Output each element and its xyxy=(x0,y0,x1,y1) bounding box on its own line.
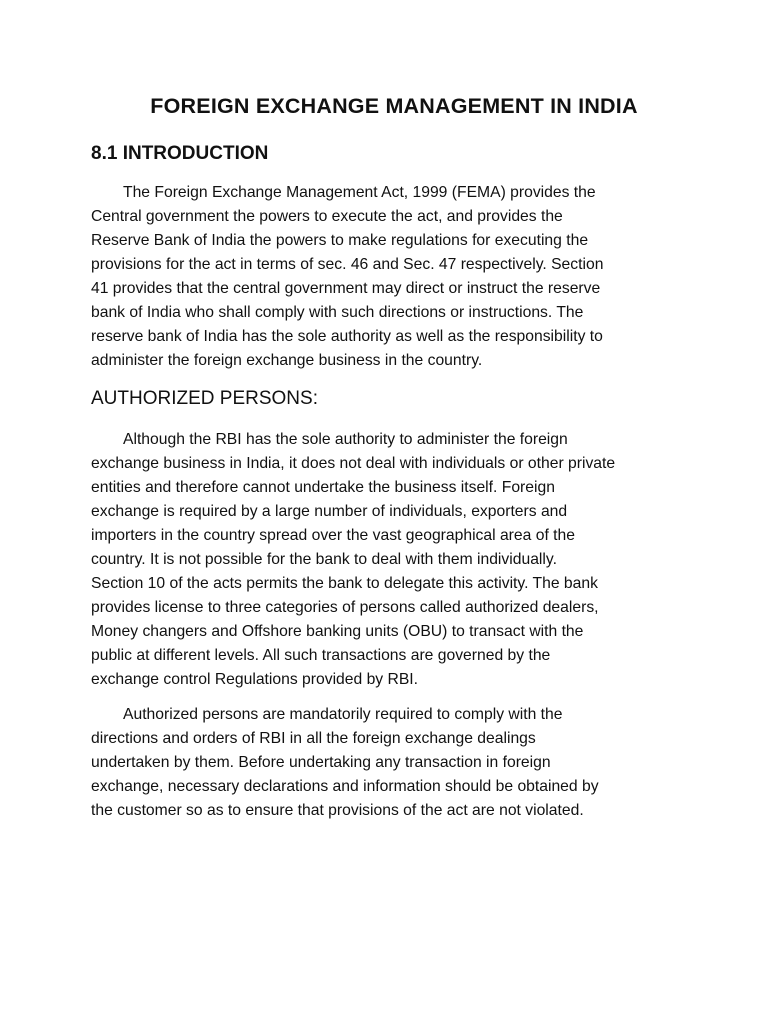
paragraph-line: provisions for the act in terms of sec. 46 and Sec. 47 respectively. Section xyxy=(91,256,604,273)
paragraph-line: administer the foreign exchange business in the country. xyxy=(91,352,483,369)
subheading-authorized-persons: AUTHORIZED PERSONS: xyxy=(91,388,318,409)
paragraph-line: entities and therefore cannot undertake the business itself. Foreign xyxy=(91,479,555,496)
paragraph-line: exchange, necessary declarations and information should be obtained by xyxy=(91,778,599,795)
section-heading-introduction: 8.1 INTRODUCTION xyxy=(91,143,269,164)
paragraph-line: directions and orders of RBI in all the foreign exchange dealings xyxy=(91,730,536,747)
paragraph-line: exchange business in India, it does not deal with individuals or other private xyxy=(91,455,616,472)
paragraph-line: Section 10 of the acts permits the bank to delegate this activity. The bank xyxy=(91,575,598,592)
paragraph-line: reserve bank of India has the sole authority as well as the responsibility to xyxy=(91,328,603,345)
paragraph-line: exchange is required by a large number of individuals, exporters and xyxy=(91,503,568,520)
paragraph-line: bank of India who shall comply with such directions or instructions. The xyxy=(91,304,584,321)
paragraph-line: public at different levels. All such transactions are governed by the xyxy=(91,647,551,664)
paragraph-introduction xyxy=(91,181,691,373)
paragraph-line: the customer so as to ensure that provisions of the act are not violated. xyxy=(91,802,584,819)
paragraph-line: The Foreign Exchange Management Act, 1999 (FEMA) provides the xyxy=(123,184,596,201)
paragraph-line: country. It is not possible for the bank to deal with them individually. xyxy=(91,551,557,568)
paragraph-authorized-persons xyxy=(91,428,691,692)
paragraph-line: Reserve Bank of India the powers to make regulations for executing the xyxy=(91,232,589,249)
paragraph-line: provides license to three categories of persons called authorized dealers, xyxy=(91,599,599,616)
paragraph-line: exchange control Regulations provided by RBI. xyxy=(91,671,419,688)
paragraph-compliance xyxy=(91,703,691,823)
paragraph-line: Although the RBI has the sole authority to administer the foreign xyxy=(123,431,568,448)
paragraph-line: Authorized persons are mandatorily required to comply with the xyxy=(123,706,563,723)
paragraph-line: Money changers and Offshore banking units (OBU) to transact with the xyxy=(91,623,584,640)
document-title: FOREIGN EXCHANGE MANAGEMENT IN INDIA xyxy=(150,94,638,118)
paragraph-line: importers in the country spread over the vast geographical area of the xyxy=(91,527,575,544)
paragraph-line: 41 provides that the central government may direct or instruct the reserve xyxy=(91,280,601,297)
paragraph-line: undertaken by them. Before undertaking any transaction in foreign xyxy=(91,754,551,771)
paragraph-line: Central government the powers to execute the act, and provides the xyxy=(91,208,563,225)
